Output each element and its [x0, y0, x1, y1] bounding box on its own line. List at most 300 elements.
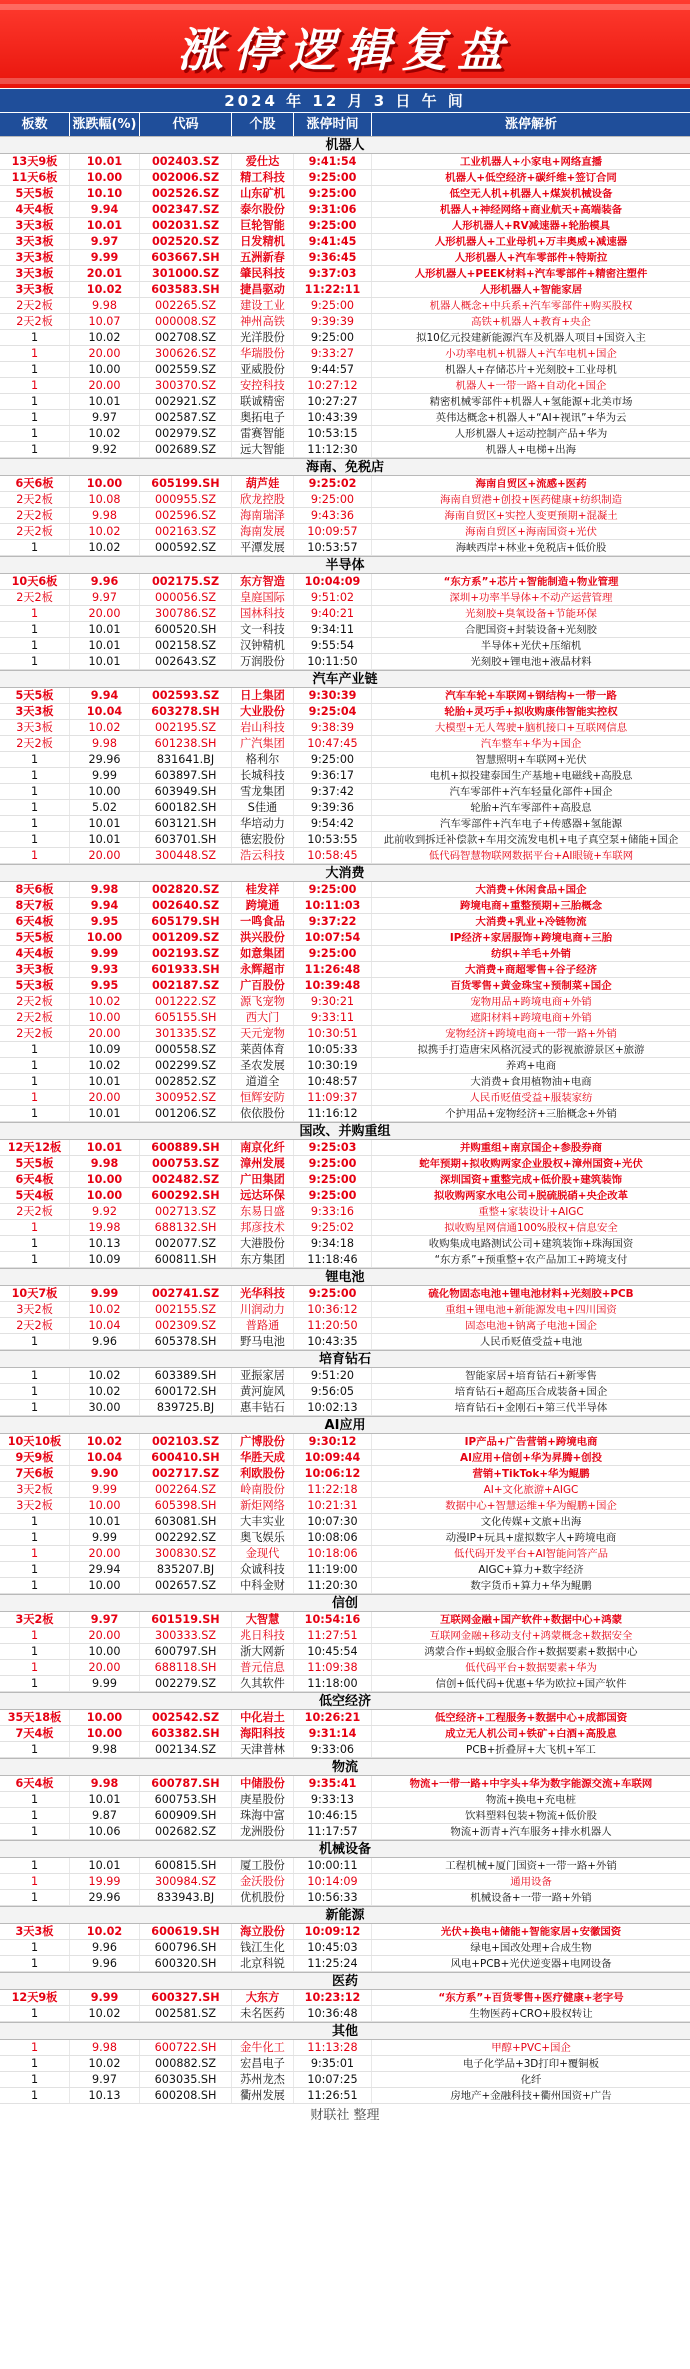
stock-name: 华培动力: [232, 816, 294, 831]
stock-name: 众诚科技: [232, 1562, 294, 1577]
stock-code: 002820.SZ: [140, 882, 232, 897]
stock-code: 002559.SZ: [140, 362, 232, 377]
stock-name: 浩云科技: [232, 848, 294, 863]
stock-code: 002526.SZ: [140, 186, 232, 201]
limit-time: 10:27:12: [294, 378, 372, 393]
limit-time: 11:13:28: [294, 2040, 372, 2055]
change-pct: 10.04: [70, 704, 140, 719]
limit-analysis: 数据中心+智慧运维+华为鲲鹏+国企: [445, 1500, 617, 1512]
table-row[interactable]: [0, 1090, 690, 1106]
board-count: 2天2板: [0, 314, 70, 329]
board-count: 1: [0, 346, 70, 361]
table-row[interactable]: [0, 994, 690, 1010]
table-row[interactable]: [0, 1612, 690, 1628]
change-pct: 10.01: [70, 832, 140, 847]
table-row[interactable]: [0, 816, 690, 832]
board-count: 1: [0, 1058, 70, 1073]
table-row[interactable]: [0, 1368, 690, 1384]
table-row[interactable]: [0, 2088, 690, 2104]
stock-name: 亚振家居: [232, 1368, 294, 1383]
limit-time: 9:25:00: [294, 170, 372, 185]
board-count: 1: [0, 1874, 70, 1889]
table-row[interactable]: [0, 540, 690, 556]
stock-name: 长城科技: [232, 768, 294, 783]
change-pct: 9.99: [70, 946, 140, 961]
board-count: 1: [0, 832, 70, 847]
board-count: 1: [0, 816, 70, 831]
stock-code: 002713.SZ: [140, 1204, 232, 1219]
stock-code: 002581.SZ: [140, 2006, 232, 2021]
change-pct: 20.00: [70, 378, 140, 393]
stock-name: 神州高铁: [232, 314, 294, 329]
limit-time: 10:53:55: [294, 832, 372, 847]
stock-code: 301335.SZ: [140, 1026, 232, 1041]
table-row[interactable]: [0, 800, 690, 816]
limit-time: 9:43:36: [294, 508, 372, 523]
table-row[interactable]: [0, 1924, 690, 1940]
footer-source: 财联社 整理: [0, 2104, 690, 2128]
table-row[interactable]: [0, 914, 690, 930]
table-row[interactable]: [0, 752, 690, 768]
table-row[interactable]: [0, 1140, 690, 1156]
table-row[interactable]: [0, 1220, 690, 1236]
board-count: 1: [0, 1384, 70, 1399]
change-pct: 9.99: [70, 250, 140, 265]
stock-code: 600811.SH: [140, 1252, 232, 1267]
header-analysis: 涨停解析: [504, 117, 557, 132]
table-row[interactable]: [0, 314, 690, 330]
table-row[interactable]: [0, 266, 690, 282]
table-row[interactable]: [0, 170, 690, 186]
limit-analysis: 纺织+羊毛+外销: [491, 948, 571, 960]
stock-code: 002195.SZ: [140, 720, 232, 735]
stock-code: 002689.SZ: [140, 442, 232, 457]
stock-code: 001222.SZ: [140, 994, 232, 1009]
table-row[interactable]: [0, 1188, 690, 1204]
table-row[interactable]: [0, 1676, 690, 1692]
stock-name: 优机股份: [232, 1890, 294, 1905]
table-row[interactable]: [0, 638, 690, 654]
table-row[interactable]: [0, 1776, 690, 1792]
table-row[interactable]: [0, 1010, 690, 1026]
stock-code: 603583.SH: [140, 282, 232, 297]
table-row[interactable]: [0, 1990, 690, 2006]
table-row[interactable]: [0, 250, 690, 266]
table-row[interactable]: [0, 394, 690, 410]
stock-name: 万润股份: [232, 654, 294, 669]
limit-analysis: 半导体+光伏+压缩机: [480, 640, 582, 652]
table-row[interactable]: [0, 832, 690, 848]
limit-analysis: 汽车零部件+汽车轻量化部件+国企: [449, 786, 613, 798]
table-row[interactable]: [0, 442, 690, 458]
limit-analysis: 硫化物固态电池+锂电池材料+光刻胶+PCB: [428, 1288, 634, 1300]
board-count: 2天2板: [0, 508, 70, 523]
limit-analysis: 并购重组+南京国企+参股券商: [459, 1142, 603, 1154]
table-row[interactable]: [0, 2072, 690, 2088]
stock-name: 华胜天成: [232, 1450, 294, 1465]
limit-analysis: 机器人+低空经济+碳纤维+签订合同: [445, 172, 617, 184]
table-row[interactable]: [0, 1710, 690, 1726]
stock-name: 奥飞娱乐: [232, 1530, 294, 1545]
change-pct: 9.87: [70, 1808, 140, 1823]
table-row[interactable]: [0, 346, 690, 362]
change-pct: 10.00: [70, 170, 140, 185]
stock-name: 华瑞股份: [232, 346, 294, 361]
table-row[interactable]: [0, 1434, 690, 1450]
stock-name: 未名医药: [232, 2006, 294, 2021]
stock-code: 601933.SH: [140, 962, 232, 977]
limit-time: 10:14:09: [294, 1874, 372, 1889]
stock-code: 002403.SZ: [140, 154, 232, 169]
change-pct: 10.10: [70, 186, 140, 201]
stock-name: 金沃股份: [232, 1874, 294, 1889]
table-row[interactable]: [0, 720, 690, 736]
board-count: 5天5板: [0, 1156, 70, 1171]
stock-code: 603701.SH: [140, 832, 232, 847]
change-pct: 29.94: [70, 1562, 140, 1577]
limit-analysis: 物流+一带一路+中字头+华为数字能源交流+车联网: [409, 1778, 653, 1790]
stock-code: 600172.SH: [140, 1384, 232, 1399]
stock-name: 安控科技: [232, 378, 294, 393]
stock-code: 600520.SH: [140, 622, 232, 637]
limit-time: 9:54:42: [294, 816, 372, 831]
limit-analysis: 重组+锂电池+新能源发电+四川国资: [445, 1304, 617, 1316]
table-row[interactable]: [0, 848, 690, 864]
stock-name: 钱江生化: [232, 1940, 294, 1955]
table-row[interactable]: [0, 1660, 690, 1676]
change-pct: 10.01: [70, 394, 140, 409]
table-row[interactable]: [0, 1956, 690, 1972]
stock-code: 600182.SH: [140, 800, 232, 815]
change-pct: 10.02: [70, 1368, 140, 1383]
limit-time: 9:33:11: [294, 1010, 372, 1025]
table-row[interactable]: [0, 1172, 690, 1188]
table-row[interactable]: [0, 410, 690, 426]
board-count: 1: [0, 1742, 70, 1757]
table-row[interactable]: [0, 1466, 690, 1482]
board-count: 1: [0, 638, 70, 653]
limit-analysis: 工业机器人+小家电+网络直播: [459, 156, 603, 168]
limit-time: 9:41:45: [294, 234, 372, 249]
table-row[interactable]: [0, 962, 690, 978]
table-row[interactable]: [0, 1400, 690, 1416]
stock-name: 苏州龙杰: [232, 2072, 294, 2087]
table-row[interactable]: [0, 2040, 690, 2056]
limit-time: 9:30:39: [294, 688, 372, 703]
board-count: 2天2板: [0, 736, 70, 751]
table-row[interactable]: [0, 768, 690, 784]
change-pct: 10.00: [70, 1010, 140, 1025]
table-row[interactable]: [0, 1940, 690, 1956]
limit-time: 10:46:15: [294, 1808, 372, 1823]
board-count: 1: [0, 1940, 70, 1955]
board-count: 2天2板: [0, 994, 70, 1009]
limit-analysis: 固态电池+钠离子电池+国企: [465, 1320, 597, 1332]
change-pct: 9.98: [70, 298, 140, 313]
table-row[interactable]: [0, 1106, 690, 1122]
limit-time: 9:56:05: [294, 1384, 372, 1399]
board-count: 1: [0, 540, 70, 555]
stock-name: 皇庭国际: [232, 590, 294, 605]
limit-analysis: AIGC+算力+数字经济: [478, 1564, 584, 1576]
stock-name: 依依股份: [232, 1106, 294, 1121]
table-row[interactable]: [0, 1742, 690, 1758]
limit-time: 10:26:21: [294, 1710, 372, 1725]
table-row[interactable]: [0, 1562, 690, 1578]
table-row[interactable]: [0, 590, 690, 606]
table-row[interactable]: [0, 930, 690, 946]
table-row[interactable]: [0, 1204, 690, 1220]
limit-analysis: 大消费+食用植物油+电商: [470, 1076, 592, 1088]
limit-time: 11:12:30: [294, 442, 372, 457]
board-count: 3天3板: [0, 250, 70, 265]
change-pct: 9.94: [70, 898, 140, 913]
table-row[interactable]: [0, 882, 690, 898]
stock-code: 002520.SZ: [140, 234, 232, 249]
board-count: 12天12板: [0, 1140, 70, 1155]
stock-name: 大丰实业: [232, 1514, 294, 1529]
table-row[interactable]: [0, 1824, 690, 1840]
table-row[interactable]: [0, 476, 690, 492]
board-count: 1: [0, 784, 70, 799]
table-row[interactable]: [0, 298, 690, 314]
table-row[interactable]: [0, 378, 690, 394]
table-row[interactable]: [0, 1252, 690, 1268]
board-count: 1: [0, 1236, 70, 1251]
change-pct: 10.02: [70, 2056, 140, 2071]
limit-time: 10:36:48: [294, 2006, 372, 2021]
limit-analysis: 拟携手打造唐宋风格沉浸式的影视旅游景区+旅游: [417, 1044, 645, 1056]
limit-analysis: 互联网金融+移动支付+鸿蒙概念+数据安全: [429, 1630, 633, 1642]
board-count: 1: [0, 606, 70, 621]
stock-name: 中化岩土: [232, 1710, 294, 1725]
table-row[interactable]: [0, 2056, 690, 2072]
table-row[interactable]: [0, 1302, 690, 1318]
stock-name: 邦彦技术: [232, 1220, 294, 1235]
stock-name: 永辉超市: [232, 962, 294, 977]
limit-analysis: 拟收购两家水电公司+脱硫脱硝+央企改革: [433, 1190, 629, 1202]
stock-code: 603035.SH: [140, 2072, 232, 2087]
change-pct: 9.98: [70, 508, 140, 523]
table-row[interactable]: [0, 1808, 690, 1824]
header-code: 代码: [140, 113, 232, 136]
stock-name: 大港股份: [232, 1236, 294, 1251]
limit-analysis: 人形机器人+RV减速器+轮胎模具: [451, 220, 611, 232]
limit-time: 9:39:39: [294, 314, 372, 329]
stock-code: 002593.SZ: [140, 688, 232, 703]
table-row[interactable]: [0, 362, 690, 378]
table-row[interactable]: [0, 1450, 690, 1466]
board-count: 1: [0, 768, 70, 783]
stock-code: 600208.SH: [140, 2088, 232, 2103]
table-row[interactable]: [0, 1530, 690, 1546]
table-row[interactable]: [0, 2006, 690, 2022]
change-pct: 10.02: [70, 524, 140, 539]
table-row[interactable]: [0, 1726, 690, 1742]
limit-analysis: AI应用+信创+华为昇腾+创投: [460, 1452, 602, 1464]
table-row[interactable]: [0, 1482, 690, 1498]
table-row[interactable]: [0, 1628, 690, 1644]
section-header: 半导体: [0, 556, 690, 574]
table-row[interactable]: [0, 784, 690, 800]
stock-code: 600815.SH: [140, 1858, 232, 1873]
table-row[interactable]: [0, 1578, 690, 1594]
stock-code: 833943.BJ: [140, 1890, 232, 1905]
table-row[interactable]: [0, 574, 690, 590]
table-row[interactable]: [0, 736, 690, 752]
board-count: 1: [0, 1660, 70, 1675]
stock-name: 珠海中富: [232, 1808, 294, 1823]
table-row[interactable]: [0, 1042, 690, 1058]
table-row[interactable]: [0, 524, 690, 540]
stock-name: 黄河旋风: [232, 1384, 294, 1399]
table-row[interactable]: [0, 898, 690, 914]
limit-analysis: PCB+折叠屏+大飞机+军工: [466, 1744, 596, 1756]
change-pct: 9.94: [70, 202, 140, 217]
limit-time: 9:31:06: [294, 202, 372, 217]
table-row[interactable]: [0, 426, 690, 442]
table-row[interactable]: [0, 606, 690, 622]
table-row[interactable]: [0, 218, 690, 234]
table-row[interactable]: [0, 1156, 690, 1172]
change-pct: 10.02: [70, 1058, 140, 1073]
table-row[interactable]: [0, 1792, 690, 1808]
board-count: 1: [0, 2040, 70, 2055]
stock-name: 岭南股份: [232, 1482, 294, 1497]
change-pct: 10.02: [70, 720, 140, 735]
table-row[interactable]: [0, 1874, 690, 1890]
stock-name: 浙大网新: [232, 1644, 294, 1659]
stock-code: 002587.SZ: [140, 410, 232, 425]
stock-code: 002347.SZ: [140, 202, 232, 217]
board-count: 1: [0, 426, 70, 441]
board-count: 7天4板: [0, 1726, 70, 1741]
table-row[interactable]: [0, 622, 690, 638]
board-count: 1: [0, 1514, 70, 1529]
limit-analysis: 汽车零部件+汽车电子+传感器+氢能源: [440, 818, 622, 830]
table-row[interactable]: [0, 1286, 690, 1302]
change-pct: 9.96: [70, 1334, 140, 1349]
stock-name: 龙洲股份: [232, 1824, 294, 1839]
stock-code: 688118.SH: [140, 1660, 232, 1675]
stock-name: 惠丰钻石: [232, 1400, 294, 1415]
limit-analysis: 机械设备+一带一路+外销: [470, 1892, 592, 1904]
table-row[interactable]: [0, 508, 690, 524]
limit-time: 9:25:00: [294, 298, 372, 313]
stock-name: 南京化纤: [232, 1140, 294, 1155]
table-row[interactable]: [0, 1026, 690, 1042]
table-row[interactable]: [0, 1546, 690, 1562]
table-row[interactable]: [0, 946, 690, 962]
stock-code: 301000.SZ: [140, 266, 232, 281]
board-count: 2天2板: [0, 298, 70, 313]
table-row[interactable]: [0, 654, 690, 670]
change-pct: 9.95: [70, 978, 140, 993]
stock-name: 东方集团: [232, 1252, 294, 1267]
table-row[interactable]: [0, 186, 690, 202]
table-row[interactable]: [0, 1644, 690, 1660]
change-pct: 10.00: [70, 1710, 140, 1725]
limit-time: 9:25:00: [294, 946, 372, 961]
limit-time: 10:30:19: [294, 1058, 372, 1073]
stock-name: 精工科技: [232, 170, 294, 185]
table-row[interactable]: [0, 1514, 690, 1530]
table-row[interactable]: [0, 1858, 690, 1874]
table-row[interactable]: [0, 1318, 690, 1334]
table-row[interactable]: [0, 282, 690, 298]
limit-time: 9:37:42: [294, 784, 372, 799]
stock-code: 300370.SZ: [140, 378, 232, 393]
change-pct: 9.98: [70, 1776, 140, 1791]
stock-name: 海南瑞泽: [232, 508, 294, 523]
limit-time: 10:18:06: [294, 1546, 372, 1561]
limit-time: 11:18:46: [294, 1252, 372, 1267]
limit-analysis: 风电+PCB+光伏逆变器+电网设备: [450, 1958, 612, 1970]
section-header: 机械设备: [0, 1840, 690, 1858]
table-row[interactable]: [0, 978, 690, 994]
stock-name: 格利尔: [232, 752, 294, 767]
board-count: 1: [0, 1546, 70, 1561]
stock-code: 300984.SZ: [140, 1874, 232, 1889]
board-count: 3天2板: [0, 1482, 70, 1497]
change-pct: 10.01: [70, 654, 140, 669]
stock-name: 平潭发展: [232, 540, 294, 555]
limit-time: 11:09:38: [294, 1660, 372, 1675]
change-pct: 10.04: [70, 1450, 140, 1465]
section-header: 信创: [0, 1594, 690, 1612]
table-row[interactable]: [0, 704, 690, 720]
table-row[interactable]: [0, 492, 690, 508]
board-count: 1: [0, 330, 70, 345]
table-row[interactable]: [0, 1384, 690, 1400]
table-row[interactable]: [0, 154, 690, 170]
board-count: 2天2板: [0, 1010, 70, 1025]
limit-analysis: 轮胎+汽车零部件+高股息: [470, 802, 592, 814]
table-row[interactable]: [0, 1498, 690, 1514]
table-row[interactable]: [0, 688, 690, 704]
title-banner: [0, 0, 690, 88]
table-row[interactable]: [0, 330, 690, 346]
table-row[interactable]: [0, 234, 690, 250]
limit-analysis: 绿电+国改处理+合成生物: [470, 1942, 592, 1954]
limit-analysis: 低代码智慧物联网数据平台+AI眼镜+车联网: [428, 850, 634, 862]
limit-analysis: IP产品+广告营销+跨境电商: [464, 1436, 598, 1448]
table-row[interactable]: [0, 1236, 690, 1252]
table-row[interactable]: [0, 1334, 690, 1350]
table-row[interactable]: [0, 202, 690, 218]
limit-analysis: 物流+换电+充电桩: [485, 1794, 577, 1806]
stock-name: 如意集团: [232, 946, 294, 961]
stock-name: 海阳科技: [232, 1726, 294, 1741]
change-pct: 20.01: [70, 266, 140, 281]
limit-analysis: “东方系”+预重整+农产品加工+跨境支付: [434, 1254, 628, 1266]
table-row[interactable]: [0, 1890, 690, 1906]
limit-time: 9:25:00: [294, 882, 372, 897]
stock-code: 603121.SH: [140, 816, 232, 831]
stock-code: 605179.SH: [140, 914, 232, 929]
stock-code: 300786.SZ: [140, 606, 232, 621]
stock-code: 001209.SZ: [140, 930, 232, 945]
table-row[interactable]: [0, 1074, 690, 1090]
limit-analysis: 大消费+休闲食品+国企: [475, 884, 587, 896]
board-count: 1: [0, 362, 70, 377]
stock-name: 圣农发展: [232, 1058, 294, 1073]
table-row[interactable]: [0, 1058, 690, 1074]
limit-analysis: 机器人+神经网络+商业航天+高端装备: [440, 204, 622, 216]
stock-name: 光洋股份: [232, 330, 294, 345]
stock-name: 海立股份: [232, 1924, 294, 1939]
section-header: 大消费: [0, 864, 690, 882]
